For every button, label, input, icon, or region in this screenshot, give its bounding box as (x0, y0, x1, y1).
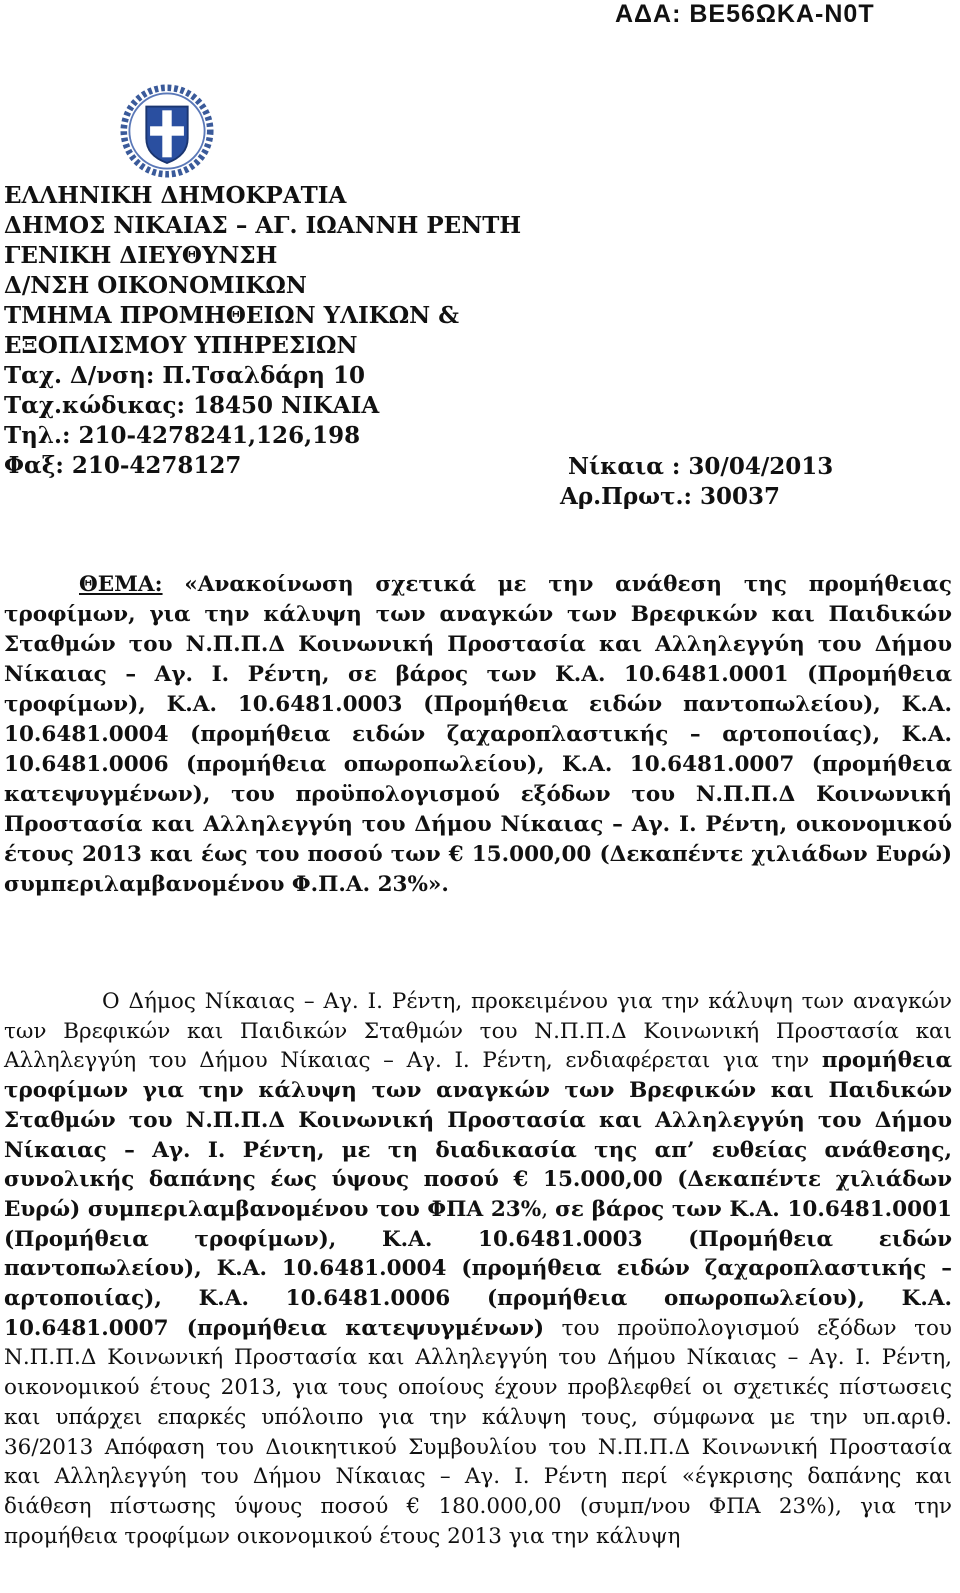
body-text: του προϋπολογισμού εξόδων του Ν.Π.Π.Δ Κοινωνική Προστασία και Αλληλεγγύη του Δήμου Νίκαιας – Αγ. Ι. Ρέντη, οικονομικού έτους 2013, για τους οποίους έχουν προβλεφθεί οι σχετικές πίστωσεις και υπάρχει επαρκές υπόλοιπο για την κάλυψη τους, σύμφωνα με την υπ.αριθ. 36/2013 Απόφαση του Διοικητικού Συμβουλίου του Ν.Π.Π.Δ Κοινωνική Προστασία και Αλληλεγγύη του Δήμου Νίκαιας – Αγ. Ι. Ρέντη περί «έγκρισης δαπάνης και διάθεση πίστωσης ύψους ποσού € 180.000,00 (συμπ/νου ΦΠΑ 23%), για την προμήθεια τροφίμων οικονομικού έτους 2013 για την κάλυψη (4, 1315, 952, 1549)
header-line: Φαξ: 210-4278127 (4, 452, 242, 479)
header-line: ΕΞΟΠΛΙΣΜΟΥ ΥΠΗΡΕΣΙΩΝ (4, 332, 358, 359)
header-line: ΓΕΝΙΚΗ ΔΙΕΥΘΥΝΣΗ (4, 242, 278, 269)
greek-coat-of-arms-icon (120, 84, 214, 178)
body-paragraph (4, 987, 952, 1551)
subject-label: ΘΕΜΑ: (79, 572, 163, 597)
header-line: ΕΛΛΗΝΙΚΗ ΔΗΜΟΚΡΑΤΙΑ (4, 182, 347, 209)
header-line: ΤΜΗΜΑ ΠΡΟΜΗΘΕΙΩΝ ΥΛΙΚΩΝ & (4, 302, 459, 329)
header-line: ΔΗΜΟΣ ΝΙΚΑΙΑΣ – ΑΓ. ΙΩΑΝΝΗ ΡΕΝΤΗ (4, 212, 522, 239)
subject-text: «Ανακοίνωση σχετικά με την ανάθεση της προμήθειας τροφίμων, για την κάλυψη των αναγκών των Βρεφικών και Παιδικών Σταθμών του Ν.Π.Π.Δ Κοινωνική Προστασία και Αλληλεγγύη του Δήμου Νίκαιας – Αγ. Ι. Ρέντη, σε βάρος των Κ.Α. 10.6481.0001 (Προμήθεια τροφίμων), Κ.Α. 10.6481.0003 (Προμήθεια ειδών παντοπωλείου), Κ.Α. 10.6481.0004 (προμήθεια ειδών ζαχαροπλαστικής – αρτοποιίας), Κ.Α. 10.6481.0006 (προμήθεια οπωροπωλείου), Κ.Α. 10.6481.0007 (προμήθεια κατεψυγμένων), του προϋπολογισμού εξόδων του Ν.Π.Π.Δ Κοινωνική Προστασία και Αλληλεγγύη του Δήμου Νίκαιας – Αγ. Ι. Ρέντη, οικονομικού έτους 2013 και έως του ποσού των € 15.000,00 (Δεκαπέντε χιλιάδων Ευρώ) συμπεριλαμβανομένου Φ.Π.Α. 23%». (4, 572, 952, 897)
header-line: Ταχ.κώδικας: 18450 ΝΙΚΑΙΑ (4, 392, 380, 419)
issuer-header (4, 181, 564, 481)
header-line: Δ/ΝΣΗ ΟΙΚΟΝΟΜΙΚΩΝ (4, 272, 307, 299)
body-bold-text: προμήθεια τροφίμων για την κάλυψη των αναγκών των Βρεφικών και Παιδικών Σταθμών του Ν.Π.Π.Δ Κοινωνική Προστασία και Αλληλεγγύη του Δήμου Νίκαιας – Αγ. Ι. Ρέντη, με τη διαδικασία της απ’ ευθείας ανάθεσης, συνολικής δαπάνης έως ύψους ποσού € 15.000,00 (Δεκαπέντε χιλιάδων Ευρώ) συμπεριλαμβανομένου του ΦΠΑ 23% (4, 1048, 952, 1222)
place-date: Νίκαια : 30/04/2013 (568, 453, 834, 480)
header-line: Ταχ. Δ/νση: Π.Τσαλδάρη 10 (4, 362, 366, 389)
subject-paragraph (4, 570, 952, 900)
protocol-number: Αρ.Πρωτ.: 30037 (560, 483, 781, 510)
ada-identifier: ΑΔΑ: ΒΕ56ΩΚΑ-Ν0Τ (615, 0, 875, 28)
header-line: Τηλ.: 210-4278241,126,198 (4, 422, 361, 449)
body-bold-text: σε βάρος των Κ.Α. 10.6481.0001 (Προμήθεια τροφίμων), Κ.Α. 10.6481.0003 (Προμήθεια ειδών παντοπωλείου), Κ.Α. 10.6481.0004 (προμήθεια ειδών ζαχαροπλαστικής – αρτοποιίας), Κ.Α. 10.6481.0006 (προμήθεια οπωροπωλείου), Κ.Α. 10.6481.0007 (προμήθεια κατεψυγμένων) (4, 1196, 953, 1341)
body-text: Ο Δήμος Νίκαιας – Αγ. Ι. Ρέντη, προκειμένου για την κάλυψη των αναγκών των Βρεφικών και Παιδικών Σταθμών του Ν.Π.Π.Δ Κοινωνική Προστασία και Αλληλεγγύη του Δήμου Νίκαιας – Αγ. Ι. Ρέντη, ενδιαφέρεται για την (4, 989, 952, 1074)
body-text: , (541, 1196, 556, 1222)
